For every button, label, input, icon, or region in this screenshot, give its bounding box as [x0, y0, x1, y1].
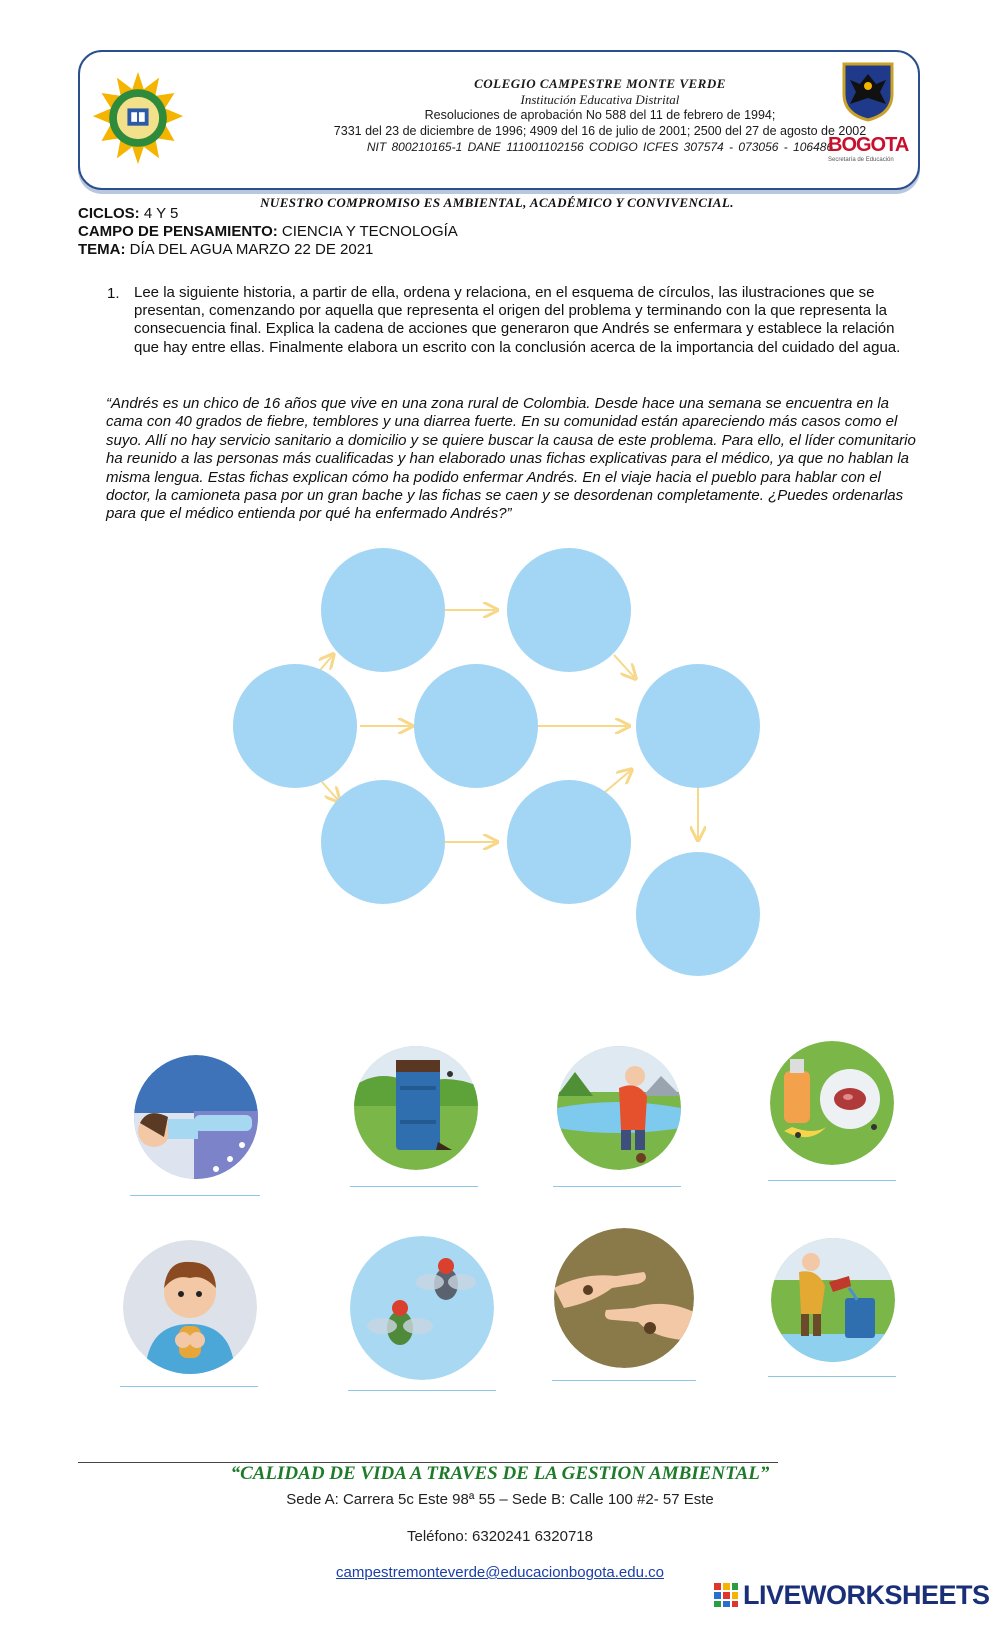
answer-line-8 [768, 1376, 896, 1377]
arrow-6 [322, 782, 338, 800]
resolutions-line-2: 7331 del 23 de diciembre de 1996; 4909 del 16 de julio de 2001; 2500 del 27 de agosto de 2002 [333, 124, 867, 138]
dirty-hands-icon[interactable] [554, 1228, 694, 1368]
resolutions-line-1: Resoluciones de aprobación No 588 del 11 de febrero de 1994; [424, 108, 776, 122]
sequence-circle-6[interactable] [321, 780, 445, 904]
sequence-circle-2[interactable] [507, 548, 631, 672]
school-name: COLEGIO CAMPESTRE MONTE VERDE [474, 76, 726, 91]
answer-line-5 [120, 1386, 258, 1387]
question-text: Lee la siguiente historia, a partir de ella, ordena y relaciona, en el esquema de círculos, las ilustraciones que se presentan, comenzando por aquella que representa el origen del problema y terminando con la que representa la consecuencia final. Explica la cadena de acciones que generaron que Andrés se enfermara y establece la relación que hay entre ellas. Finalmente elabora un escrito con la conclusión acerca de la importancia del cuidado del agua. [134, 284, 901, 356]
liveworksheets-logo[interactable] [713, 1580, 990, 1610]
answer-line-2 [350, 1186, 478, 1187]
sequence-circle-5[interactable] [636, 664, 760, 788]
sick-boy-in-bed-icon[interactable] [134, 1055, 258, 1179]
bogota-logo-text: BOGOTA [828, 134, 909, 156]
tema-label: TEMA: [78, 241, 126, 258]
answer-line-3 [553, 1186, 681, 1187]
liveworksheets-brand: LIVEWORKSHEETS [743, 1579, 990, 1610]
boy-eating-icon[interactable] [123, 1240, 257, 1374]
footer-email-link[interactable]: campestremonteverde@educacionbogota.edu.co [336, 1564, 664, 1581]
school-header [78, 50, 920, 190]
sequence-circle-1[interactable] [321, 548, 445, 672]
campo-line [78, 223, 458, 240]
sequence-circle-8[interactable] [636, 852, 760, 976]
footer-motto: “CALIDAD DE VIDA A TRAVES DE LA GESTION AMBIENTAL” [230, 1463, 770, 1484]
answer-line-4 [768, 1180, 896, 1181]
school-seal-icon [90, 70, 186, 166]
ciclos-label: CICLOS: [78, 205, 140, 222]
person-dumping-waste-icon[interactable] [771, 1238, 895, 1362]
answer-line-6 [348, 1390, 496, 1391]
sequence-circle-3[interactable] [233, 664, 357, 788]
ciclos-line [78, 205, 178, 222]
tema-line [78, 241, 373, 258]
person-defecating-outdoors-icon[interactable] [557, 1046, 681, 1170]
commitment-slogan: NUESTRO COMPROMISO ES AMBIENTAL, ACADÉMICO Y CONVIVENCIAL. [260, 195, 734, 210]
contaminated-food-icon[interactable] [770, 1041, 894, 1165]
sequence-circle-4[interactable] [414, 664, 538, 788]
arrow-7 [605, 771, 630, 792]
campo-value: CIENCIA Y TECNOLOGÍA [277, 223, 458, 240]
circle-sequence-diagram [0, 540, 1000, 1000]
flies-icon[interactable] [350, 1236, 494, 1380]
answer-line-7 [552, 1380, 696, 1381]
arrow-2 [614, 655, 634, 677]
open-garbage-barrel-icon[interactable] [354, 1046, 478, 1170]
sequence-circle-7[interactable] [507, 780, 631, 904]
answer-line-1 [130, 1195, 260, 1196]
question-number: 1. [107, 285, 120, 302]
school-codes: NIT 800210165-1 DANE 111001102156 CODIGO ICFES 307574 - 073056 - 106486 [366, 140, 834, 154]
story-text: “Andrés es un chico de 16 años que vive en una zona rural de Colombia. Desde hace una semana se encuentra en la cama con 40 grados de fiebre, temblores y una diarrea fuerte. En su comunidad están apareciendo más casos como el suyo. Allí no hay servicio sanitario a domicilio y se quiere buscar la causa de este problema. Para ello, el líder comunitario ha reunido a las personas más cualificadas y han elaborado unas fichas explicativas para el médico, ya que no hablan la misma lengua. Estas fichas explican cómo ha podido enfermar Andrés. En el viaje hacia el pueblo para hablar con el doctor, la camioneta pasa por un gran bache y las fichas se caen y se desordenan completamente. ¿Puedes ordenarlas para que el médico entienda por qué ha enfermado Andrés?” [106, 395, 916, 523]
tema-value: DÍA DEL AGUA MARZO 22 DE 2021 [125, 241, 374, 258]
bogota-shield-icon [840, 60, 896, 122]
bogota-logo-subtitle: Secretaría de Educación [828, 157, 894, 163]
campo-label: CAMPO DE PENSAMIENTO: [78, 223, 278, 240]
footer-address: Sede A: Carrera 5c Este 98ª 55 – Sede B: Calle 100 #2- 57 Este [286, 1491, 714, 1508]
ciclos-value: 4 Y 5 [139, 205, 179, 222]
institution-type: Institución Educativa Distrital [520, 92, 680, 107]
footer-phone: Teléfono: 6320241 6320718 [406, 1528, 593, 1545]
liveworksheets-grid-icon [713, 1582, 739, 1608]
